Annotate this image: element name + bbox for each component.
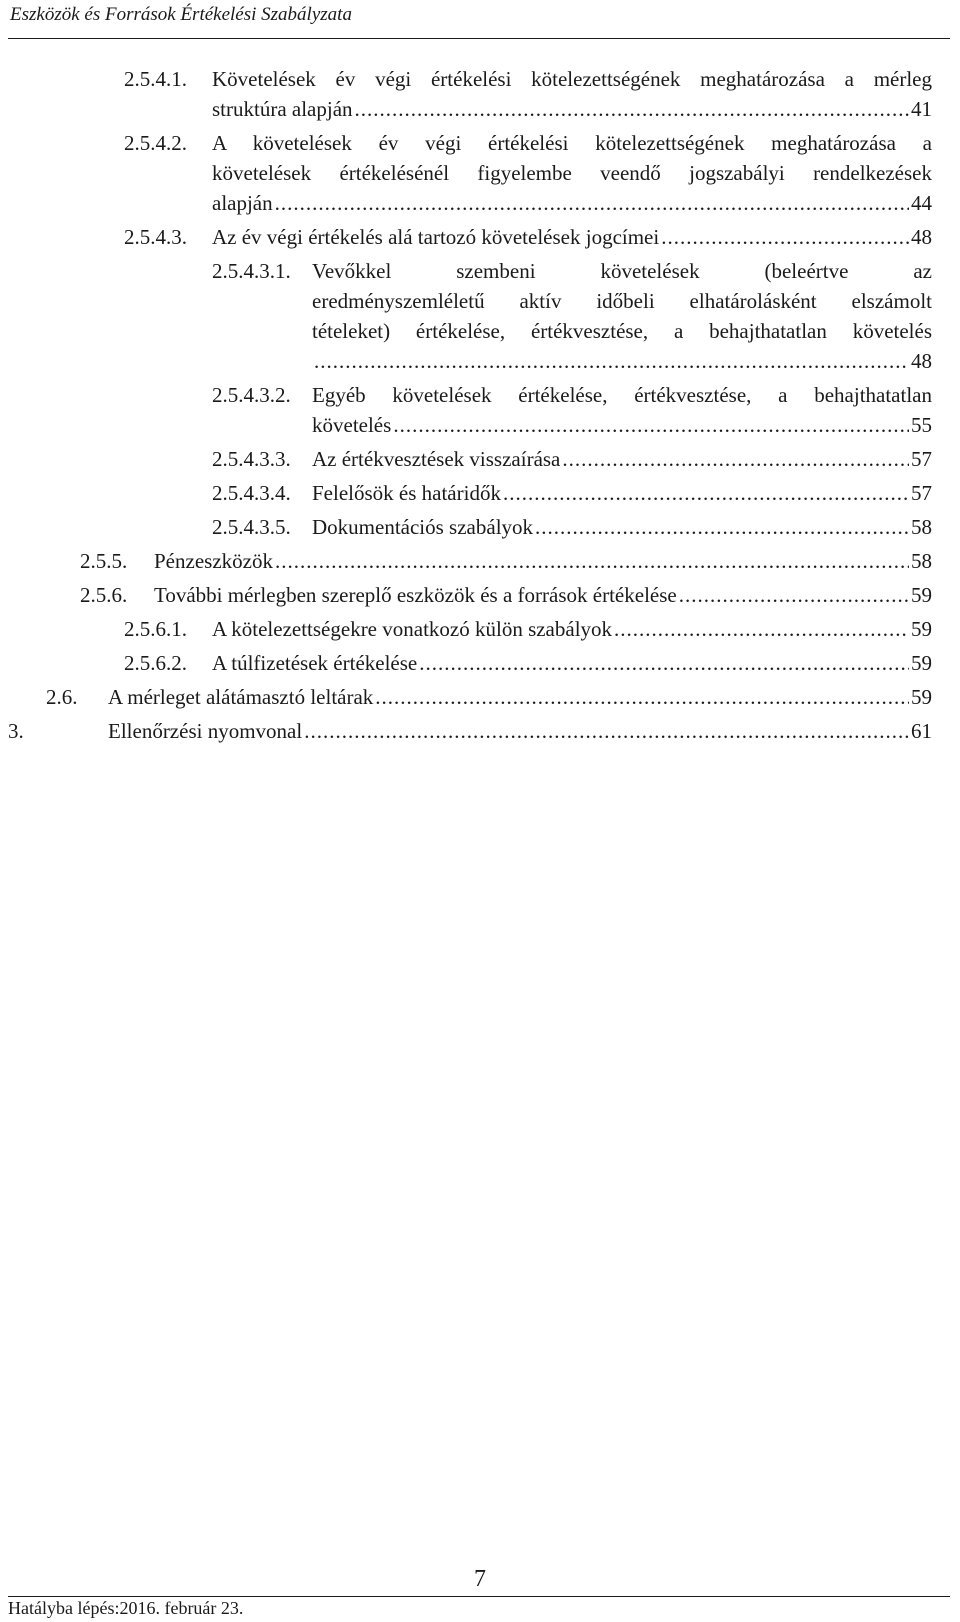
toc-entry-title: Dokumentációs szabályok (312, 515, 534, 539)
toc-entry-number: 2.5.4.3.2. (212, 383, 291, 407)
toc-entry[interactable] (0, 512, 960, 542)
toc-entry-title: struktúra alapján (212, 97, 353, 121)
toc-entry-body (154, 580, 932, 610)
toc-entry[interactable] (0, 128, 960, 218)
dot-leader (393, 410, 909, 440)
toc-entry-page: 57 (911, 481, 932, 505)
toc-entry-leader-line (154, 546, 932, 576)
toc-entry-leader-line (312, 410, 932, 440)
toc-entry[interactable] (0, 648, 960, 678)
toc-entry-page: 41 (911, 97, 932, 121)
page-number: 7 (474, 1566, 486, 1592)
toc-entry[interactable] (0, 64, 960, 124)
dot-leader (355, 94, 909, 124)
toc-entry-page: 61 (911, 719, 932, 743)
toc-entry-title: alapján (212, 191, 273, 215)
dot-leader (661, 222, 909, 252)
toc-entry-number: 2.5.6.1. (124, 617, 187, 641)
dot-leader (304, 716, 909, 746)
toc-entry[interactable] (0, 256, 960, 376)
toc-entry[interactable] (0, 222, 960, 252)
toc-entry-title: Felelősök és határidők (312, 481, 501, 505)
toc-entry-leader-line (212, 648, 932, 678)
toc-entry-number: 2.5.4.3.5. (212, 515, 291, 539)
toc-entry-body (312, 444, 932, 474)
toc-entry-leader-line (212, 614, 932, 644)
toc-entry-title: A túlfizetések értékelése (212, 651, 418, 675)
toc-entry-leader-line (312, 478, 932, 508)
dot-leader (275, 546, 909, 576)
toc-entry[interactable] (0, 614, 960, 644)
toc-entry-leader-line (212, 222, 932, 252)
toc-entry-body (312, 380, 932, 440)
table-of-contents (0, 64, 960, 750)
dot-leader (275, 188, 909, 218)
dot-leader (614, 614, 909, 644)
toc-entry-page: 57 (911, 447, 932, 471)
toc-entry-page: 48 (911, 349, 932, 373)
toc-entry-title-line: Követelések év végi értékelési kötelezettségének meghatározása a mérleg (212, 67, 932, 91)
toc-entry-body (312, 256, 932, 376)
toc-entry-title-line: Egyéb követelések értékelése, értékvesztése, a behajthatatlan (312, 383, 932, 407)
toc-entry-page: 48 (911, 225, 932, 249)
toc-entry-number: 2.5.4.1. (124, 67, 187, 91)
toc-entry-leader-line (154, 580, 932, 610)
toc-entry-body (212, 128, 932, 218)
toc-entry-leader-line (212, 188, 932, 218)
dot-leader (419, 648, 909, 678)
toc-entry-leader-line (312, 346, 932, 376)
toc-entry-body (312, 478, 932, 508)
toc-entry[interactable] (0, 444, 960, 474)
toc-entry-body (108, 716, 932, 746)
toc-entry-title-line: követelések értékelésénél figyelembe veendő jogszabályi rendelkezések (212, 161, 932, 185)
toc-entry-title: További mérlegben szereplő eszközök és a források értékelése (154, 583, 677, 607)
toc-entry-leader-line (108, 682, 932, 712)
dot-leader (679, 580, 909, 610)
toc-entry-title-line: tételeket) értékelése, értékvesztése, a behajthatatlan követelés (312, 319, 932, 343)
toc-entry-number: 2.5.4.2. (124, 131, 187, 155)
toc-entry-body (212, 222, 932, 252)
toc-entry-title-line: Vevőkkel szembeni követelések (beleértve az (312, 259, 932, 283)
toc-entry-number: 3. (8, 719, 24, 743)
toc-entry-page: 58 (911, 515, 932, 539)
toc-entry-title: Ellenőrzési nyomvonal (108, 719, 303, 743)
toc-entry[interactable] (0, 716, 960, 746)
toc-entry-page: 59 (911, 651, 932, 675)
toc-entry-title: Pénzeszközök (154, 549, 273, 573)
footer-rule (8, 1596, 950, 1597)
toc-entry-number: 2.5.4.3.4. (212, 481, 291, 505)
toc-entry-page: 55 (911, 413, 932, 437)
toc-entry-page: 44 (911, 191, 932, 215)
toc-entry-body (154, 546, 932, 576)
toc-entry[interactable] (0, 682, 960, 712)
toc-entry-body (108, 682, 932, 712)
toc-entry-leader-line (212, 94, 932, 124)
toc-entry-leader-line (108, 716, 932, 746)
toc-entry-number: 2.5.6. (80, 583, 128, 607)
toc-entry-number: 2.5.4.3. (124, 225, 187, 249)
toc-entry-leader-line (312, 512, 932, 542)
toc-entry-page: 59 (911, 617, 932, 641)
dot-leader (562, 444, 909, 474)
toc-entry-page: 59 (911, 583, 932, 607)
toc-entry-leader-line (312, 444, 932, 474)
dot-leader (503, 478, 909, 508)
toc-entry-title: A kötelezettségekre vonatkozó külön szabályok (212, 617, 613, 641)
toc-entry-body (212, 64, 932, 124)
toc-entry-title-line: eredményszemléletű aktív időbeli elhatárolásként elszámolt (312, 289, 932, 313)
toc-entry[interactable] (0, 478, 960, 508)
dot-leader (314, 346, 909, 376)
toc-entry-body (212, 648, 932, 678)
dot-leader (375, 682, 909, 712)
toc-entry-title: Az értékvesztések visszaírása (312, 447, 561, 471)
effective-date-footer: Hatályba lépés:2016. február 23. (8, 1598, 244, 1618)
toc-entry-title: A mérleget alátámasztó leltárak (108, 685, 374, 709)
toc-entry-number: 2.5.4.3.1. (212, 259, 291, 283)
toc-entry-title: Az év végi értékelés alá tartozó követelések jogcímei (212, 225, 660, 249)
toc-entry-body (312, 512, 932, 542)
toc-entry-page: 59 (911, 685, 932, 709)
toc-entry-number: 2.5.5. (80, 549, 128, 573)
toc-entry-title: követelés (312, 413, 392, 437)
toc-entry-page: 58 (911, 549, 932, 573)
dot-leader (535, 512, 909, 542)
toc-entry[interactable] (0, 546, 960, 576)
toc-entry-number: 2.6. (46, 685, 78, 709)
toc-entry-title-line: A követelések év végi értékelési kötelezettségének meghatározása a (212, 131, 932, 155)
toc-entry-number: 2.5.4.3.3. (212, 447, 291, 471)
toc-entry[interactable] (0, 380, 960, 440)
toc-entry-number: 2.5.6.2. (124, 651, 187, 675)
header-rule (8, 38, 950, 39)
toc-entry[interactable] (0, 580, 960, 610)
toc-entry-body (212, 614, 932, 644)
running-header: Eszközök és Források Értékelési Szabályzata (10, 4, 352, 25)
